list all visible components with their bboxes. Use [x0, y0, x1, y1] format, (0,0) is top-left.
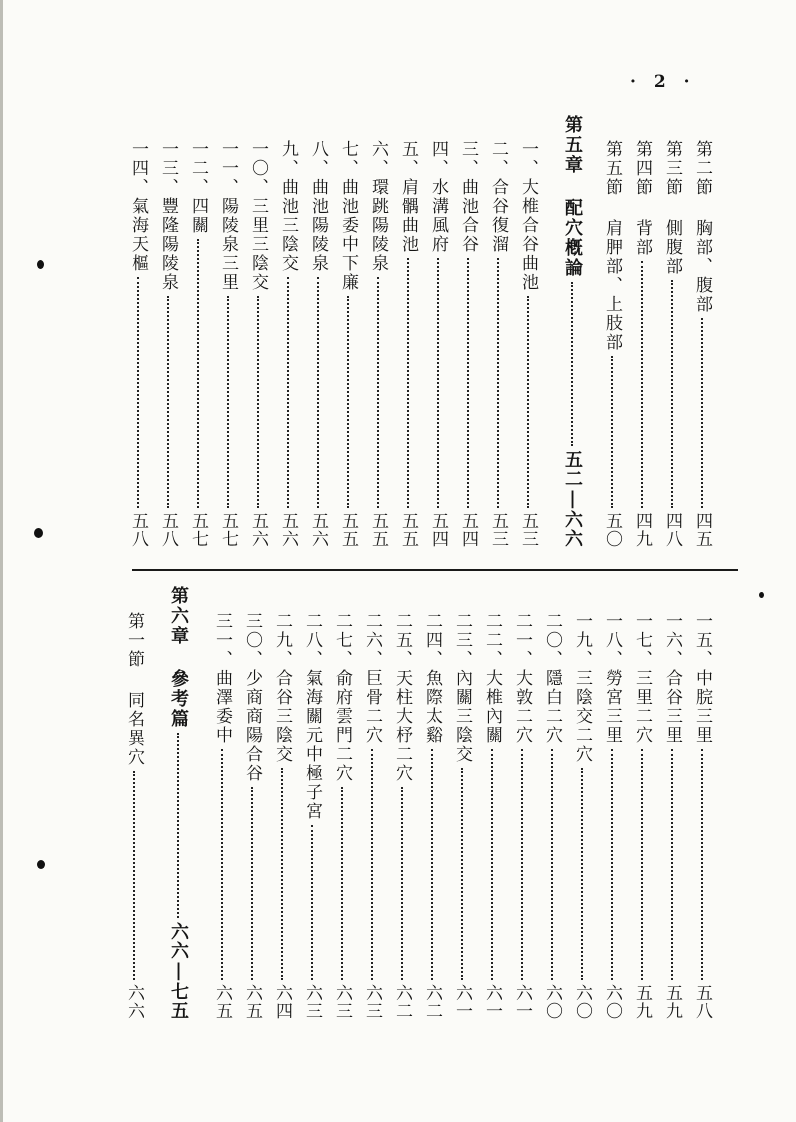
leader-dots — [671, 280, 673, 508]
toc-entry-label: 二三、內關三陰交 — [452, 612, 472, 764]
toc-entry-page: 四八 — [662, 512, 682, 548]
leader-dots — [551, 749, 553, 980]
leader-dots — [527, 296, 529, 508]
leader-dots — [401, 787, 403, 980]
leader-dots — [341, 787, 343, 980]
toc-entry-page: 六六 — [124, 984, 144, 1020]
leader-dots — [227, 296, 229, 508]
leader-dots — [437, 258, 439, 508]
toc-entry — [480, 612, 504, 1020]
toc-entry — [122, 612, 146, 1020]
section-divider — [132, 569, 738, 571]
toc-entry-label: 六、環跳陽陵泉 — [368, 140, 388, 273]
toc-entry-page: 五七 — [188, 512, 208, 548]
toc-entry — [486, 140, 510, 548]
toc-entry — [330, 612, 354, 1020]
toc-entry — [360, 612, 384, 1020]
leader-dots — [347, 296, 349, 508]
toc-entry-page: 六五 — [242, 984, 262, 1020]
toc-entry-page: 五七 — [218, 512, 238, 548]
toc-entry — [246, 140, 270, 548]
leader-dots — [287, 277, 289, 508]
toc-entry-label: 二九、合谷三陰交 — [272, 612, 292, 764]
toc-entry-page: 六一 — [512, 984, 532, 1020]
toc-entry-page: 六五 — [212, 984, 232, 1020]
toc-entry — [390, 612, 414, 1020]
toc-entry-label: 二四、魚際太谿 — [422, 612, 442, 745]
toc-entry — [660, 140, 684, 548]
toc-entry-label: 二七、俞府雲門二穴 — [332, 612, 352, 783]
toc-entry-page: 五八 — [128, 512, 148, 548]
toc-entry-label: 四、水溝風府 — [428, 140, 448, 254]
chapter-page-range: 六六|七五 — [168, 922, 189, 1020]
toc-entry — [420, 612, 444, 1020]
leader-dots — [611, 356, 613, 508]
leader-dots — [407, 258, 409, 508]
toc-entry — [276, 140, 300, 548]
toc-entry-page: 五九 — [662, 984, 682, 1020]
toc-entry — [270, 612, 294, 1020]
toc-entry — [186, 140, 210, 548]
leader-dots — [281, 768, 283, 980]
toc-entry — [690, 140, 714, 548]
leader-dots — [467, 258, 469, 508]
toc-entry — [240, 612, 264, 1020]
toc-entry — [600, 612, 624, 1020]
leader-dots — [641, 749, 643, 980]
toc-entry-page: 五五 — [398, 512, 418, 548]
toc-entry — [570, 612, 594, 1020]
leader-dots — [197, 239, 199, 508]
toc-entry-label: 一四、氣海天樞 — [128, 140, 148, 273]
toc-entry-label: 一五、中脘三里 — [692, 612, 712, 745]
toc-entry-page: 六〇 — [542, 984, 562, 1020]
toc-entry — [216, 140, 240, 548]
toc-entry — [210, 612, 234, 1020]
toc-entry-page: 五八 — [158, 512, 178, 548]
toc-entry-page: 六四 — [272, 984, 292, 1020]
chapter-page-range: 五二|六六 — [562, 450, 583, 548]
leader-dots — [521, 749, 523, 980]
toc-entry — [660, 612, 684, 1020]
leader-dots — [311, 825, 313, 980]
leader-dots — [641, 261, 643, 508]
toc-entry-page: 六一 — [482, 984, 502, 1020]
toc-entry-label: 八、曲池陽陵泉 — [308, 140, 328, 273]
toc-entry-label: 二八、氣海關元中極子宮 — [302, 612, 322, 821]
toc-entry-label: 三、曲池合谷 — [458, 140, 478, 254]
toc-entry-label: 三一、曲澤委中 — [212, 612, 232, 745]
leader-dots — [137, 277, 139, 508]
toc-entry-page: 四五 — [692, 512, 712, 548]
page-number: · 2 · — [630, 72, 696, 92]
ink-blot — [37, 260, 44, 269]
toc-entry-label: 二二、大椎內關 — [482, 612, 502, 745]
toc-entry-label: 二、合谷復溜 — [488, 140, 508, 254]
toc-entry — [306, 140, 330, 548]
toc-entry — [450, 612, 474, 1020]
toc-entry-page: 五六 — [278, 512, 298, 548]
toc-entry-page: 五三 — [488, 512, 508, 548]
toc-entry-label: 七、曲池委中下廉 — [338, 140, 358, 292]
leader-dots — [177, 733, 179, 918]
leader-dots — [377, 277, 379, 508]
leader-dots — [317, 277, 319, 508]
toc-entry-label: 三〇、少商商陽合谷 — [242, 612, 262, 783]
toc-entry-label: 二〇、隱白二穴 — [542, 612, 562, 745]
leader-dots — [581, 768, 583, 980]
leader-dots — [221, 749, 223, 980]
toc-entry-page: 六〇 — [572, 984, 592, 1020]
chapter-heading — [166, 586, 190, 1020]
chapter-title: 第五章 配穴槪論 — [562, 115, 583, 278]
ink-blot — [34, 528, 43, 538]
scan-edge — [0, 0, 3, 1122]
toc-entry-label: 二五、天柱大杼二穴 — [392, 612, 412, 783]
leader-dots — [701, 749, 703, 980]
toc-entry-label: 五、肩髃曲池 — [398, 140, 418, 254]
toc-entry — [126, 140, 150, 548]
toc-entry — [516, 140, 540, 548]
toc-entry — [630, 612, 654, 1020]
toc-entry-label: 一九、三陰交二穴 — [572, 612, 592, 764]
toc-entry-label: 一六、合谷三里 — [662, 612, 682, 745]
leader-dots — [133, 771, 135, 980]
toc-entry-page: 五五 — [338, 512, 358, 548]
toc-entry-page: 六〇 — [602, 984, 622, 1020]
toc-entry-page: 五四 — [428, 512, 448, 548]
toc-entry-label: 九、曲池三陰交 — [278, 140, 298, 273]
leader-dots — [571, 282, 573, 446]
toc-entry-page: 五八 — [692, 984, 712, 1020]
toc-entry-label: 一八、勞宮三里 — [602, 612, 622, 745]
toc-entry-page: 五六 — [308, 512, 328, 548]
toc-entry — [336, 140, 360, 548]
leader-dots — [167, 296, 169, 508]
toc-entry-label: 二六、巨骨二穴 — [362, 612, 382, 745]
toc-entry-label: 一七、三里二穴 — [632, 612, 652, 745]
toc-entry-page: 五九 — [632, 984, 652, 1020]
toc-entry-label: 第五節 肩胛部、上肢部 — [602, 140, 622, 352]
toc-entry-label: 一〇、三里三陰交 — [248, 140, 268, 292]
toc-entry — [456, 140, 480, 548]
toc-entry-label: 二一、大敦二穴 — [512, 612, 532, 745]
toc-entry — [366, 140, 390, 548]
ink-blot — [759, 592, 764, 598]
toc-entry-page: 四九 — [632, 512, 652, 548]
toc-entry-label: 一、大椎合谷曲池 — [518, 140, 538, 292]
toc-entry — [156, 140, 180, 548]
toc-entry — [630, 140, 654, 548]
toc-entry — [690, 612, 714, 1020]
toc-entry-page: 五〇 — [602, 512, 622, 548]
leader-dots — [251, 787, 253, 980]
leader-dots — [611, 749, 613, 980]
leader-dots — [491, 749, 493, 980]
toc-entry-page: 五三 — [518, 512, 538, 548]
leader-dots — [497, 258, 499, 508]
toc-entry-page: 六二 — [422, 984, 442, 1020]
toc-entry — [426, 140, 450, 548]
leader-dots — [671, 749, 673, 980]
toc-entry-label: 第四節 背部 — [632, 140, 652, 257]
toc-entry-page: 五五 — [368, 512, 388, 548]
toc-entry-label: 一一、陽陵泉三里 — [218, 140, 238, 292]
chapter-title: 第六章 參考篇 — [168, 586, 189, 729]
toc-entry — [600, 140, 624, 548]
toc-entry-label: 一三、豐隆陽陵泉 — [158, 140, 178, 292]
toc-entry-label: 一二、四關 — [188, 140, 208, 235]
toc-entry — [300, 612, 324, 1020]
leader-dots — [371, 749, 373, 980]
toc-entry-page: 六二 — [392, 984, 412, 1020]
toc-entry-page: 六三 — [302, 984, 322, 1020]
toc-entry-page: 六一 — [452, 984, 472, 1020]
chapter-heading — [560, 115, 584, 548]
leader-dots — [257, 296, 259, 508]
toc-entry-page: 五六 — [248, 512, 268, 548]
toc-entry — [510, 612, 534, 1020]
toc-entry-page: 六三 — [332, 984, 352, 1020]
toc-entry — [396, 140, 420, 548]
ink-blot — [37, 860, 45, 869]
toc-entry-label: 第二節 胸部、腹部 — [692, 140, 712, 314]
toc-entry-label: 第一節 同名異穴 — [124, 612, 144, 767]
toc-entry-page: 五四 — [458, 512, 478, 548]
toc-entry-page: 六三 — [362, 984, 382, 1020]
leader-dots — [431, 749, 433, 980]
leader-dots — [461, 768, 463, 980]
toc-entry — [540, 612, 564, 1020]
leader-dots — [701, 318, 703, 508]
toc-entry-label: 第三節 側腹部 — [662, 140, 682, 276]
